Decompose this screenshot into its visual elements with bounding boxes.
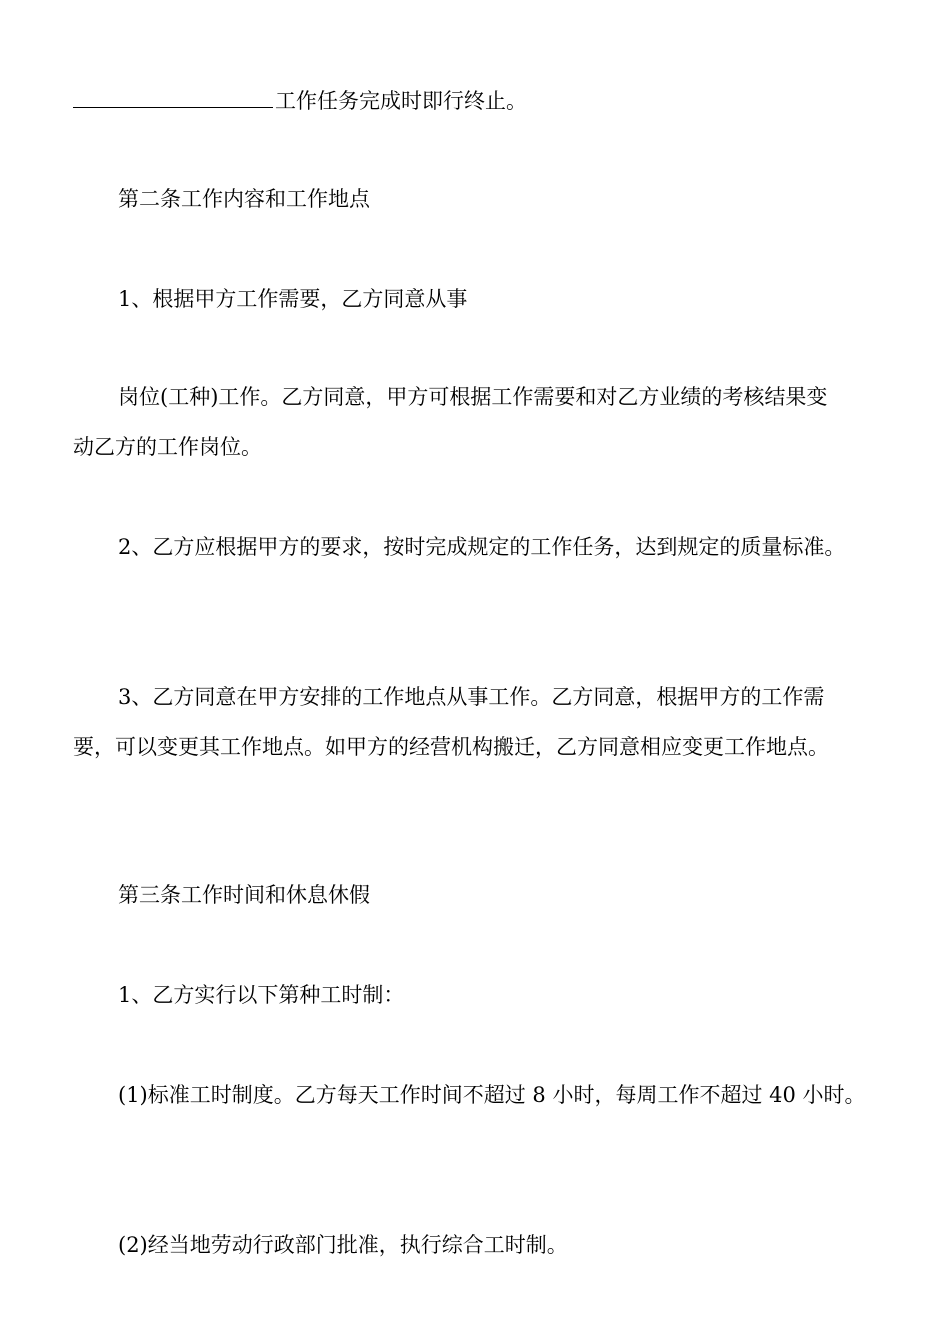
- paragraph-job-position: 岗位(工种)工作。乙方同意，甲方可根据工作需要和对乙方业绩的考核结果变: [118, 385, 828, 409]
- paragraph-clause-1: 1、根据甲方工作需要，乙方同意从事: [118, 287, 468, 311]
- paragraph-clause-3-cont: 要，可以变更其工作地点。如甲方的经营机构搬迁，乙方同意相应变更工作地点。: [73, 735, 829, 759]
- section-heading-article-2: 第二条工作内容和工作地点: [118, 187, 370, 211]
- paragraph-job-position-cont: 动乙方的工作岗位。: [73, 435, 262, 459]
- paragraph-standard-hours: (1)标准工时制度。乙方每天工作时间不超过 8 小时，每周工作不超过 40 小时。: [118, 1083, 866, 1107]
- text-line: 工作任务完成时即行终止。: [275, 89, 527, 113]
- paragraph-comprehensive-hours: (2)经当地劳动行政部门批准，执行综合工时制。: [118, 1233, 568, 1257]
- paragraph-clause-3: 3、乙方同意在甲方安排的工作地点从事工作。乙方同意，根据甲方的工作需: [118, 685, 825, 709]
- paragraph-termination: [73, 86, 527, 116]
- paragraph-clause-2: 2、乙方应根据甲方的要求，按时完成规定的工作任务，达到规定的质量标准。: [118, 535, 846, 559]
- section-heading-article-3: 第三条工作时间和休息休假: [118, 883, 370, 907]
- blank-underline: [73, 87, 273, 108]
- paragraph-work-hours-clause-1: 1、乙方实行以下第种工时制：: [118, 983, 405, 1007]
